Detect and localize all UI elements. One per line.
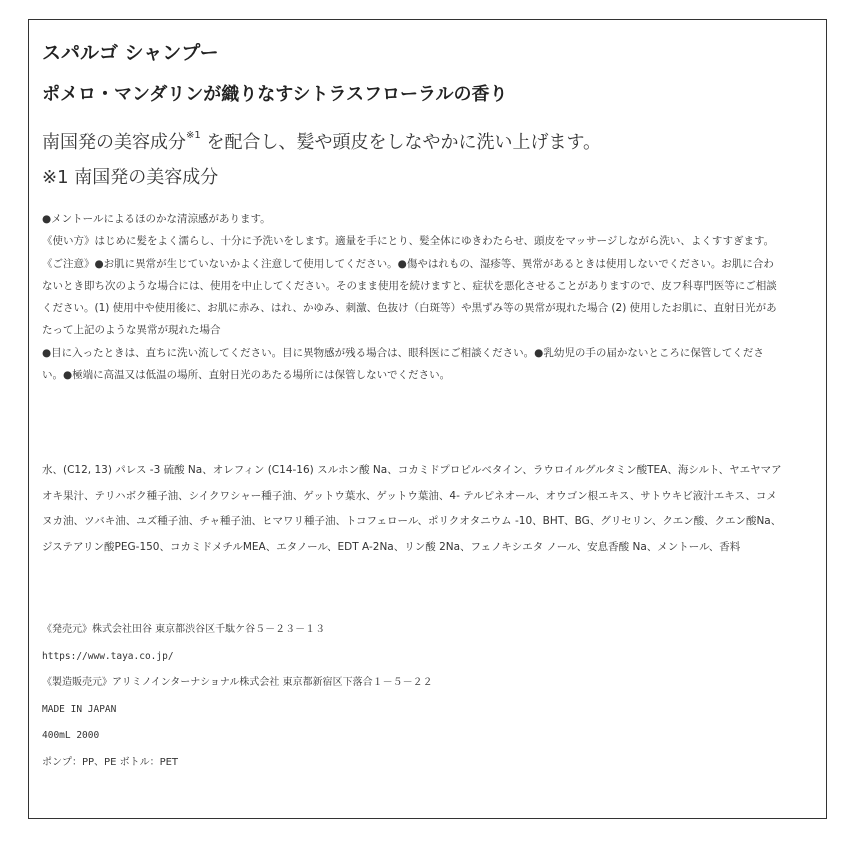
lead-note-mark: ※1: [186, 130, 201, 141]
volume-text: 400mL 2000: [42, 730, 100, 741]
ingredients-text: 水、(C12, 13) パレス -3 硫酸 Na、オレフィン (C14-16) スルホン酸 Na、コカミドプロピルベタイン、ラウロイルグルタミン酸TEA、海シルト、ヤエヤマアオキ果汁、テリハボク種子油、シイクワシャー種子油、ゲットウ葉水、ゲットウ葉油、4- テルピネオール、オウゴン根エキス、サトウキビ液汁エキス、コメヌカ油、ツバキ油、ユズ種子油、チャ種子油、ヒマワリ種子油、トコフェロール、ポリクオタニウム -10、BHT、BG、グリセリン、クエン酸、クエン酸Na、ジステアリン酸PEG-150、コカミドメチルMEA、エタノール、EDT A-2Na、リン酸 2Na、フェノキシエタ ノール、安息香酸 Na、メントール、香料: [42, 464, 782, 553]
product-subtitle: ポメロ・マンダリンが織りなすシトラスフローラルの香り: [42, 84, 508, 105]
origin-text: MADE IN JAPAN: [42, 703, 117, 715]
product-title: スパルゴ シャンプー: [42, 42, 219, 64]
usage-text: 《使い方》はじめに髪をよく濡らし、十分に予洗いをします。適量を手にとり、髪全体にゆきわたらせ、頭皮をマッサージしながら洗い、よくすすぎます。: [42, 235, 775, 248]
lead-text-before: 南国発の美容成分: [42, 132, 186, 153]
ingredients-block: [42, 458, 782, 560]
manufacturer-info: 《製造販売元》アリミノインターナショナル株式会社 東京都新宿区下落合１－５－２２: [42, 677, 433, 688]
description-block: [42, 208, 782, 386]
feature-text: ●メントールによるほのかな清涼感があります。: [42, 213, 271, 225]
caution-text-2: ●目に入ったときは、直ちに洗い流してください。目に異物感が残る場合は、眼科医にご相談ください。●乳幼児の手の届かないところに保管してください。●極端に高温又は低温の場所、直射日光のあたる場所には保管しないでください。: [42, 346, 764, 382]
footnote: ※1 南国発の美容成分: [42, 167, 219, 188]
materials-text: ポンプ：PP、PE ボトル：PET: [42, 756, 179, 768]
caution-text-1: 《ご注意》●お肌に異常が生じていないかよく注意して使用してください。●傷やはれもの、湿疹等、異常があるときは使用しないでください。お肌に合わないとき即ち次のような場合には、使用を中止してください。そのまま使用を続けますと、症状を悪化させることがありますので、皮フ科専門医等にご相談ください。(1) 使用中や使用後に、お肌に赤み、はれ、かゆみ、刺激、色抜け（白斑等）や黒ずみ等の異常が現れた場合 (2) 使用したお肌に、直射日光があたって上記のような異常が現れた場合: [42, 257, 777, 337]
lead-text-after: を配合し、髪や頭皮をしなやかに洗い上げます。: [200, 132, 602, 153]
company-url: https://www.taya.co.jp/: [42, 650, 174, 662]
product-lead: [42, 128, 601, 154]
company-info: [42, 617, 433, 776]
seller-info: 《発売元》株式会社田谷 東京都渋谷区千駄ケ谷５－２３－１３: [42, 624, 326, 635]
